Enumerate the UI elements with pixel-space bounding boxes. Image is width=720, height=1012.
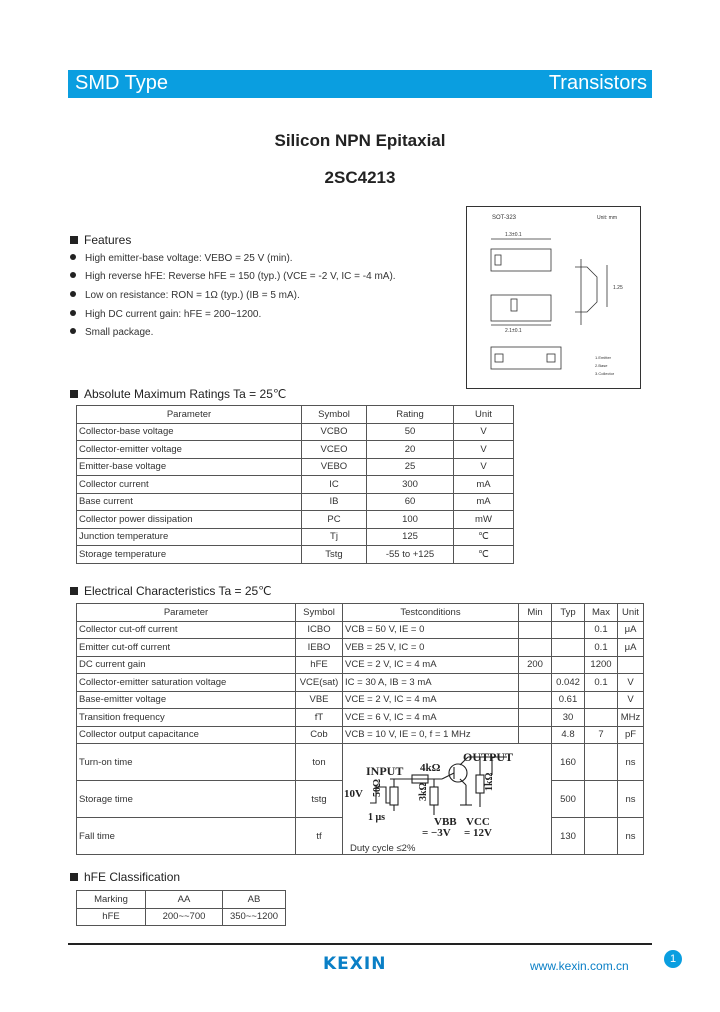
part-number: 2SC4213: [324, 168, 396, 187]
table-cell: Storage time: [77, 781, 296, 818]
table-cell: Tj: [302, 528, 367, 546]
table-cell: V: [618, 674, 644, 692]
table-cell: 7: [585, 726, 618, 744]
circuit-r1-label: 4kΩ: [420, 762, 441, 774]
table-cell: [618, 656, 644, 674]
table-cell: IC = 30 A, IB = 3 mA: [343, 674, 519, 692]
table-cell: Collector-base voltage: [77, 423, 302, 441]
table-row: [77, 476, 514, 494]
table-cell: [552, 656, 585, 674]
table-cell: 0.1: [585, 639, 618, 657]
bullet-icon: [70, 272, 76, 278]
table-cell: 1200: [585, 656, 618, 674]
table-row: [77, 511, 514, 529]
table-header: Min: [519, 604, 552, 622]
table-cell: Emitter cut-off current: [77, 639, 296, 657]
table-cell: V: [454, 458, 514, 476]
table-cell: 4.8: [552, 726, 585, 744]
table-header: Marking: [77, 891, 146, 909]
table-cell: VEB = 25 V, IC = 0: [343, 639, 519, 657]
table-cell: Turn-on time: [77, 744, 296, 781]
switching-circuit-diagram: [342, 745, 520, 857]
table-cell: Emitter-base voltage: [77, 458, 302, 476]
circuit-vbb-label: VBB: [434, 816, 457, 828]
table-header-row: [77, 891, 286, 909]
table-cell: 50: [367, 423, 454, 441]
table-header: Symbol: [296, 604, 343, 622]
table-cell: mA: [454, 493, 514, 511]
package-legend-3: 3.Collector: [595, 371, 615, 376]
table-cell: [585, 709, 618, 727]
table-cell: VBE: [296, 691, 343, 709]
circuit-r2-label: 50Ω: [372, 778, 383, 797]
feature-item: High emitter-base voltage: VEBO = 25 V (min).: [70, 253, 293, 264]
table-row: [77, 656, 644, 674]
package-name: SOT-323: [492, 215, 517, 221]
circuit-r3-label: 3kΩ: [418, 782, 429, 801]
hfe-class-heading: hFE Classification: [70, 870, 180, 884]
table-cell: 350~~1200: [223, 908, 286, 926]
bullet-square-icon: [70, 390, 78, 398]
table-cell: VEBO: [302, 458, 367, 476]
table-cell: hFE: [296, 656, 343, 674]
table-cell: 200: [519, 656, 552, 674]
table-cell: V: [454, 423, 514, 441]
circuit-vcc-label: VCC: [466, 816, 490, 828]
hfe-class-table: [76, 890, 286, 926]
table-cell: Storage temperature: [77, 546, 302, 564]
table-cell: IEBO: [296, 639, 343, 657]
table-cell: DC current gain: [77, 656, 296, 674]
table-cell: Junction temperature: [77, 528, 302, 546]
table-cell: MHz: [618, 709, 644, 727]
table-cell: pF: [618, 726, 644, 744]
package-dim2: 2.1±0.1: [505, 328, 522, 334]
table-row: [77, 528, 514, 546]
table-header: Unit: [454, 406, 514, 424]
table-cell: Fall time: [77, 818, 296, 855]
table-cell: 20: [367, 441, 454, 459]
header-banner: [68, 70, 652, 98]
table-cell: ton: [296, 744, 343, 781]
table-cell: mW: [454, 511, 514, 529]
table-cell: VCE = 6 V, IC = 4 mA: [343, 709, 519, 727]
table-cell: mA: [454, 476, 514, 494]
package-drawing: [466, 206, 641, 389]
table-cell: tstg: [296, 781, 343, 818]
table-cell: VCB = 10 V, IE = 0, f = 1 MHz: [343, 726, 519, 744]
table-cell: VCE = 2 V, IC = 4 mA: [343, 656, 519, 674]
table-cell: μA: [618, 639, 644, 657]
bullet-square-icon: [70, 873, 78, 881]
table-cell: ns: [618, 744, 644, 781]
footer-url[interactable]: www.kexin.com.cn: [530, 959, 629, 973]
circuit-output-label: OUTPUT: [463, 750, 514, 764]
package-legend-1: 1.Emitter: [595, 355, 612, 360]
header-right: Transistors: [548, 72, 647, 94]
table-cell: [519, 674, 552, 692]
table-header: Parameter: [77, 406, 302, 424]
table-cell: 0.1: [585, 674, 618, 692]
table-cell: ℃: [454, 546, 514, 564]
table-row: [77, 621, 644, 639]
page-number: 1: [664, 950, 682, 968]
table-cell: IB: [302, 493, 367, 511]
table-cell: Base-emitter voltage: [77, 691, 296, 709]
table-row: [77, 726, 644, 744]
table-header: Rating: [367, 406, 454, 424]
circuit-vin-label: 10V: [344, 788, 363, 800]
table-cell: V: [454, 441, 514, 459]
table-row: [77, 691, 644, 709]
table-cell: Collector current: [77, 476, 302, 494]
table-cell: 25: [367, 458, 454, 476]
table-cell: fT: [296, 709, 343, 727]
table-header: Symbol: [302, 406, 367, 424]
bullet-icon: [70, 254, 76, 260]
table-cell: -55 to +125: [367, 546, 454, 564]
table-cell: Collector power dissipation: [77, 511, 302, 529]
package-outline-icon: [467, 207, 640, 388]
circuit-vbb-value: = −3V: [422, 827, 451, 839]
feature-item: Low on resistance: RON = 1Ω (typ.) (IB = 5 mA).: [70, 290, 300, 301]
package-dim3: 1.25: [613, 285, 623, 291]
table-header: Parameter: [77, 604, 296, 622]
table-row: [77, 458, 514, 476]
table-cell: VCBO: [302, 423, 367, 441]
table-cell: 500: [552, 781, 585, 818]
table-cell: [519, 691, 552, 709]
table-cell: VCB = 50 V, IE = 0: [343, 621, 519, 639]
table-cell: VCEO: [302, 441, 367, 459]
table-cell: [552, 639, 585, 657]
table-cell: hFE: [77, 908, 146, 926]
table-row: [77, 674, 644, 692]
table-row: [77, 908, 286, 926]
table-cell: Collector cut-off current: [77, 621, 296, 639]
table-cell: 160: [552, 744, 585, 781]
table-header: Typ: [552, 604, 585, 622]
table-row: [77, 423, 514, 441]
feature-item: Small package.: [70, 327, 153, 338]
table-cell: 130: [552, 818, 585, 855]
abs-max-heading: Absolute Maximum Ratings Ta = 25℃: [70, 387, 286, 401]
doc-title: Silicon NPN Epitaxial: [274, 131, 446, 150]
circuit-vcc-value: = 12V: [464, 827, 492, 839]
table-cell: 125: [367, 528, 454, 546]
table-cell: 100: [367, 511, 454, 529]
table-cell: [552, 621, 585, 639]
table-cell: 0.1: [585, 621, 618, 639]
bullet-square-icon: [70, 587, 78, 595]
table-cell: PC: [302, 511, 367, 529]
elec-heading: Electrical Characteristics Ta = 25℃: [70, 584, 272, 598]
table-cell: ns: [618, 818, 644, 855]
table-row: [77, 441, 514, 459]
table-cell: 0.042: [552, 674, 585, 692]
table-cell: [585, 691, 618, 709]
table-row: [77, 639, 644, 657]
table-header: AB: [223, 891, 286, 909]
table-header: Testconditions: [343, 604, 519, 622]
table-row: [77, 546, 514, 564]
table-cell: 200~~700: [146, 908, 223, 926]
table-cell: tf: [296, 818, 343, 855]
table-cell: Tstg: [302, 546, 367, 564]
table-cell: Collector-emitter voltage: [77, 441, 302, 459]
table-cell: Collector output capacitance: [77, 726, 296, 744]
table-cell: [519, 639, 552, 657]
circuit-pw-label: 1 μs: [368, 812, 386, 823]
feature-item: High reverse hFE: Reverse hFE = 150 (typ.) (VCE = -2 V, IC = -4 mA).: [70, 271, 396, 282]
footer-divider: [68, 943, 652, 945]
bullet-icon: [70, 328, 76, 334]
table-cell: Transition frequency: [77, 709, 296, 727]
table-header: Max: [585, 604, 618, 622]
table-cell: Base current: [77, 493, 302, 511]
table-cell: Cob: [296, 726, 343, 744]
table-cell: [519, 621, 552, 639]
features-heading: Features: [70, 233, 131, 247]
table-cell: 30: [552, 709, 585, 727]
table-header: AA: [146, 891, 223, 909]
bullet-square-icon: [70, 236, 78, 244]
table-cell: IC: [302, 476, 367, 494]
table-cell: ICBO: [296, 621, 343, 639]
bullet-icon: [70, 310, 76, 316]
table-cell: 0.61: [552, 691, 585, 709]
table-header: Unit: [618, 604, 644, 622]
table-cell: [519, 709, 552, 727]
table-cell: V: [618, 691, 644, 709]
circuit-r4-label: 1kΩ: [484, 772, 495, 791]
circuit-input-label: INPUT: [366, 764, 404, 778]
abs-max-table: [76, 405, 514, 564]
bullet-icon: [70, 291, 76, 297]
feature-item: High DC current gain: hFE = 200~1200.: [70, 309, 261, 320]
table-header-row: [77, 406, 514, 424]
table-cell: 300: [367, 476, 454, 494]
package-legend-2: 2.Base: [595, 363, 608, 368]
table-cell: μA: [618, 621, 644, 639]
table-cell: VCE = 2 V, IC = 4 mA: [343, 691, 519, 709]
header-left: SMD Type: [75, 72, 168, 94]
table-cell: VCE(sat): [296, 674, 343, 692]
table-row: [77, 493, 514, 511]
package-unit: Unit: mm: [597, 215, 617, 221]
table-cell: ns: [618, 781, 644, 818]
table-cell: Collector-emitter saturation voltage: [77, 674, 296, 692]
table-cell: [519, 726, 552, 744]
table-cell: ℃: [454, 528, 514, 546]
company-logo: KEXIN: [323, 954, 387, 974]
circuit-duty-label: Duty cycle ≤2%: [350, 843, 416, 854]
table-header-row: [77, 604, 644, 622]
package-dim1: 1.3±0.1: [505, 232, 522, 238]
table-cell: 60: [367, 493, 454, 511]
table-row: [77, 709, 644, 727]
